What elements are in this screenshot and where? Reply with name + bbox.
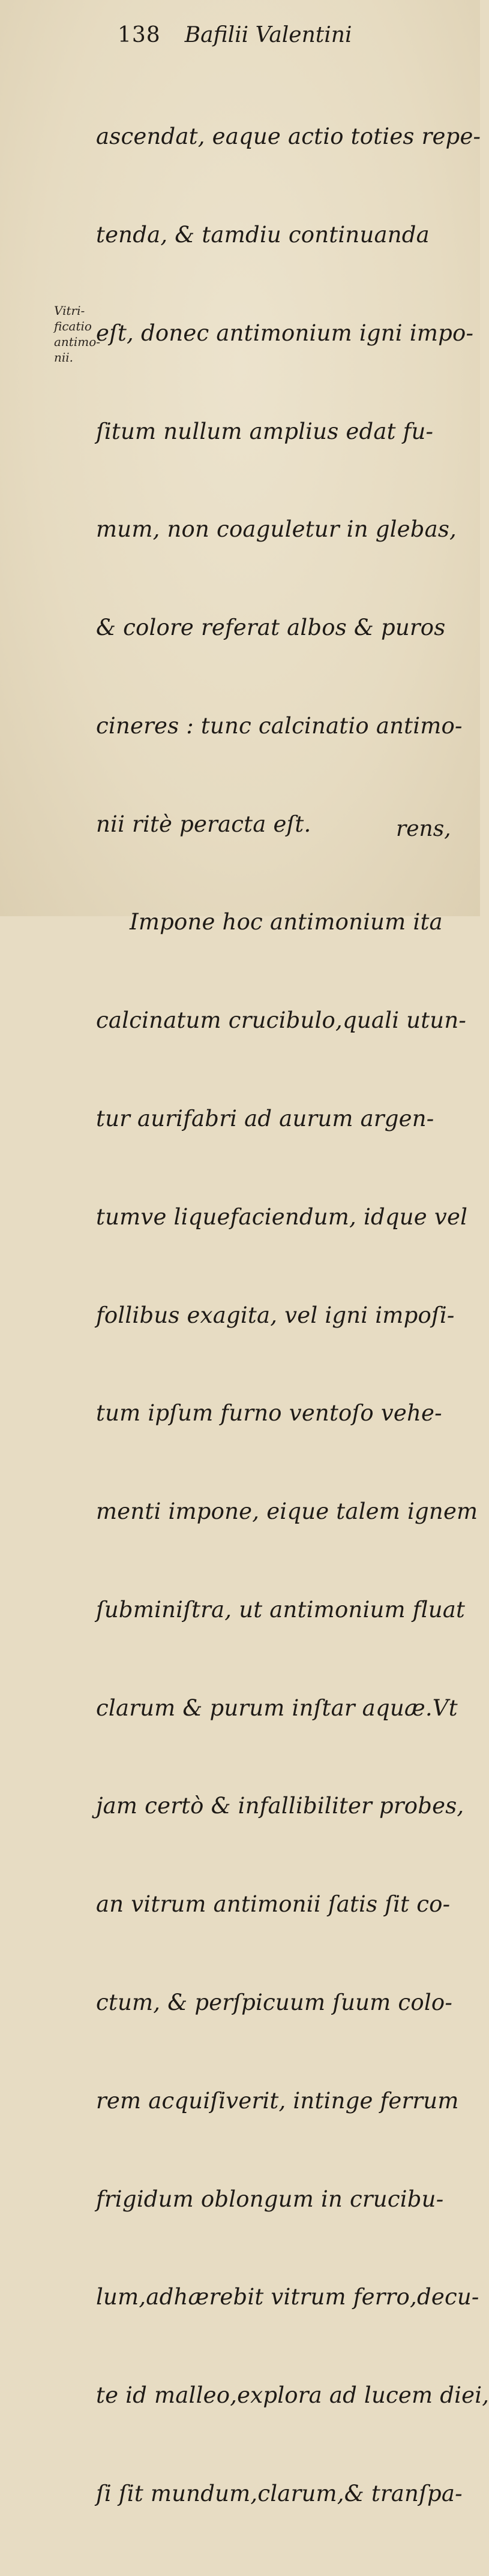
text-line: lum,adhærebit vitrum ferro,decu- <box>96 2284 479 2310</box>
page-number: 138 <box>118 23 161 47</box>
text-line: ſubminiſtra, ut antimonium fluat <box>96 1596 466 1623</box>
text-line: nii ritè peracta eſt. <box>96 811 311 837</box>
text-line: tur aurifabri ad aurum argen- <box>96 1106 434 1131</box>
running-title: Bafilii Valentini <box>184 23 352 47</box>
text-line: ascendat, eaque actio toties repe- <box>96 124 481 150</box>
text-line: tum ipſum furno ventoſo vehe- <box>96 1400 442 1427</box>
text-line: cineres : tunc calcinatio antimo- <box>96 712 463 739</box>
page-header <box>118 23 352 47</box>
text-line: tenda, & tamdiu continuanda <box>96 221 430 248</box>
text-line: ctum, & perſpicuum ſuum colo- <box>96 1990 453 2016</box>
text-line: rem acquiſiverit, intinge ferrum <box>96 2087 459 2114</box>
margin-note-line: ficatio <box>54 319 92 333</box>
margin-note-line: antimo- <box>54 335 101 349</box>
text-line: eſt, donec antimonium igni impo- <box>96 320 474 346</box>
text-line: ſi ſit mundum,clarum,& tranſpa- <box>96 2480 463 2506</box>
text-line: follibus exagita, vel igni impoſi- <box>96 1302 455 1328</box>
text-line: ſitum nullum amplius edat fu- <box>96 418 434 444</box>
margin-note <box>54 303 102 365</box>
text-line: Impone hoc antimonium ita <box>130 909 443 935</box>
text-line: tumve liquefaciendum, idque vel <box>96 1203 468 1230</box>
text-line: clarum & purum inſtar aquæ.Vt <box>96 1695 458 1721</box>
text-line: mum, non coaguletur in glebas, <box>96 516 457 543</box>
text-line: & colore referat albos & puros <box>96 615 446 641</box>
text-line: an vitrum antimonii ſatis ſit co- <box>96 1891 451 1918</box>
margin-note-line: nii. <box>54 350 74 365</box>
text-line: te id malleo,explora ad lucem diei, <box>96 2382 489 2409</box>
text-line: jam certò & infallibiliter probes, <box>96 1793 464 1819</box>
catchword: rens, <box>396 817 451 841</box>
text-line: frigidum oblongum in crucibu- <box>96 2186 444 2212</box>
text-line: menti impone, eique talem ignem <box>96 1498 478 1525</box>
body-text <box>96 55 489 2576</box>
margin-note-line: Vitri- <box>54 303 85 318</box>
text-line: calcinatum crucibulo,quali utun- <box>96 1007 467 1034</box>
